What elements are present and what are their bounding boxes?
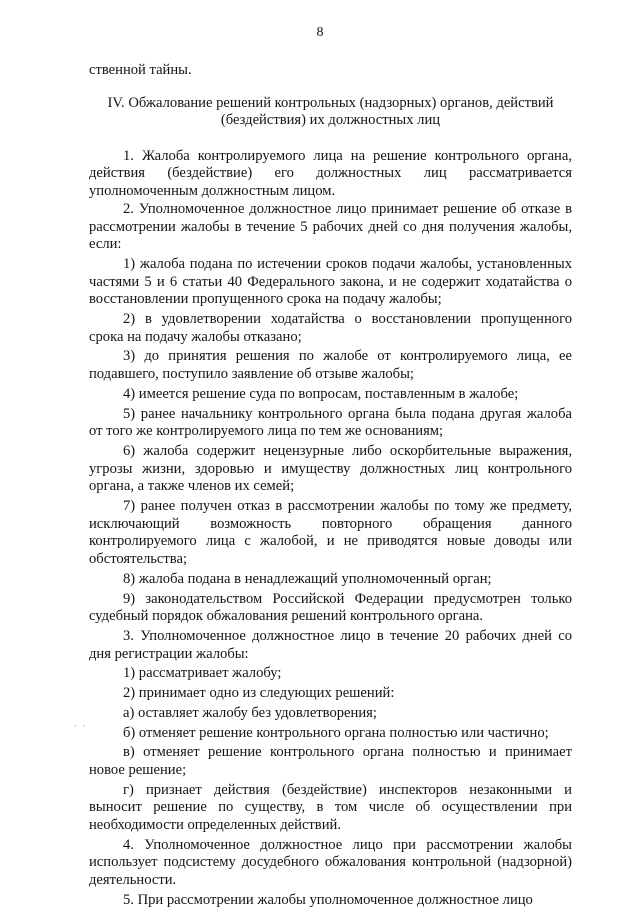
paragraph-5: 5. При рассмотрении жалобы уполномоченное должностное лицо xyxy=(123,891,533,908)
paragraph-3: 3. Уполномоченное должностное лицо в течение 20 рабочих дней со дня регистрации жалобы: xyxy=(89,627,572,662)
paragraph-3-item-1: 1) рассматривает жалобу; xyxy=(123,665,282,682)
scan-speck-mark: · · xyxy=(74,722,88,731)
paragraph-2: 2. Уполномоченное должностное лицо принимает решение об отказе в рассмотрении жалобы в течение 5 рабочих дней со дня получения жалобы, если: xyxy=(89,200,572,253)
paragraph-3-item-2a: а) оставляет жалобу без удовлетворения; xyxy=(123,704,377,721)
paragraph-2-item-8: 8) жалоба подана в ненадлежащий уполномоченный орган; xyxy=(123,570,492,587)
paragraph-2-item-6: 6) жалоба содержит нецензурные либо оскорбительные выражения, угрозы жизни, здоровью и имуществу должностных лиц контрольного органа, а также членов их семей; xyxy=(89,442,572,495)
paragraph-2-item-4: 4) имеется решение суда по вопросам, поставленным в жалобе; xyxy=(123,385,519,402)
paragraph-3-item-2b: б) отменяет решение контрольного органа полностью или частично; xyxy=(123,724,549,741)
lead-in-text: ственной тайны. xyxy=(89,62,192,78)
page-number: 8 xyxy=(316,25,324,40)
section-heading-line-1: IV. Обжалование решений контрольных (надзорных) органов, действий xyxy=(107,94,554,111)
paragraph-3-item-2: 2) принимает одно из следующих решений: xyxy=(123,685,395,702)
section-heading-line-2: (бездействия) их должностных лиц xyxy=(220,112,441,129)
paragraph-2-item-9: 9) законодательством Российской Федерации предусмотрен только судебный порядок обжалования решений контрольного органа. xyxy=(89,590,572,625)
paragraph-3-item-2c: в) отменяет решение контрольного органа полностью и принимает новое решение; xyxy=(89,744,572,778)
paragraph-2-item-3: 3) до принятия решения по жалобе от контролируемого лица, ее подавшего, поступило заявление об отзыве жалобы; xyxy=(89,348,572,383)
paragraph-4: 4. Уполномоченное должностное лицо при рассмотрении жалобы использует подсистему досудебного обжалования контрольной (надзорной) деятельности. xyxy=(89,836,572,889)
paragraph-3-item-2d: г) признает действия (бездействие) инспекторов незаконными и выносит решение по существу, в том числе об осуществлении при необходимости определенных действий. xyxy=(89,781,572,834)
paragraph-2-item-1: 1) жалоба подана по истечении сроков подачи жалобы, установленных частями 5 и 6 статьи 40 Федерального закона, и не содержит ходатайства о восстановлении пропущенного срока на подачу жалобы; xyxy=(89,255,572,308)
paragraph-1: 1. Жалоба контролируемого лица на решение контрольного органа, действия (бездействие) его должностных лиц рассматривается уполномоченным должностным лицом. xyxy=(89,147,572,200)
paragraph-2-item-5: 5) ранее начальнику контрольного органа была подана другая жалоба от того же контролируемого лица по тем же основаниям; xyxy=(89,405,572,440)
paragraph-2-item-7: 7) ранее получен отказ в рассмотрении жалобы по тому же предмету, исключающий возможность повторного обращения данного контролируемого лица с жалобой, и не приводятся новые доводы или обстоятельства; xyxy=(89,498,572,568)
document-body xyxy=(89,62,572,910)
paragraph-2-item-2: 2) в удовлетворении ходатайства о восстановлении пропущенного срока на подачу жалобы отказано; xyxy=(89,311,572,345)
section-heading xyxy=(89,95,572,130)
